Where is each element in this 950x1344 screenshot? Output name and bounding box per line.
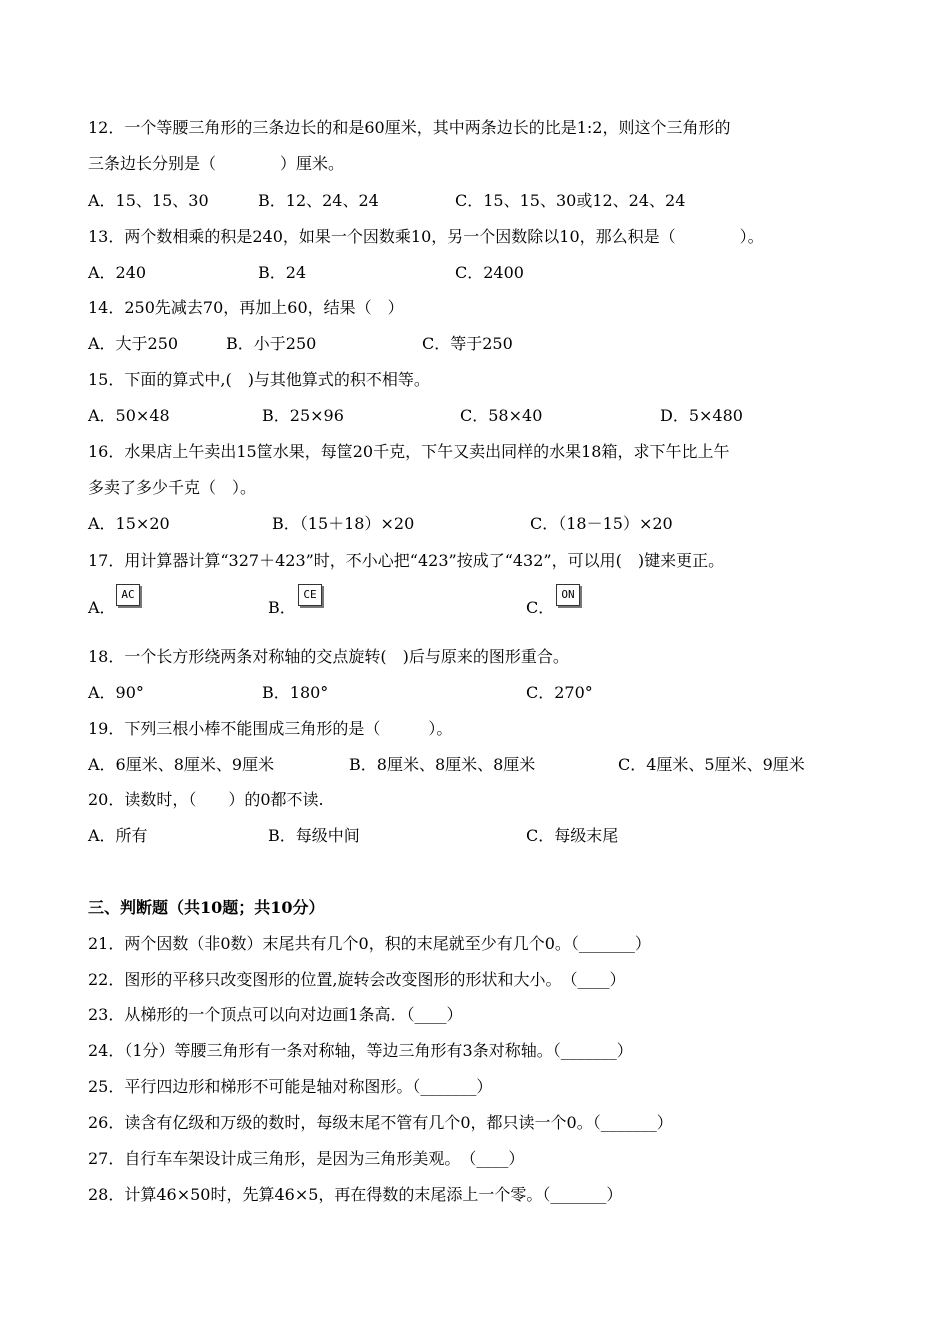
q16-option-a[interactable]: A．15×20: [88, 514, 170, 533]
judge-item: 22．图形的平移只改变图形的位置,旋转会改变图形的形状和大小。 （____）: [88, 970, 626, 989]
judge-item: 23．从梯形的一个顶点可以向对边画1条高．（____）: [88, 1005, 463, 1024]
q18-option-a[interactable]: A．90°: [88, 683, 144, 702]
q14-stem: 14．250先减去70，再加上60，结果（ ）: [88, 298, 404, 317]
q13-option-c[interactable]: C．2400: [455, 263, 524, 282]
q19-option-c[interactable]: C．4厘米、5厘米、9厘米: [618, 755, 805, 774]
calculator-ac-key-icon: AC: [116, 584, 140, 606]
q15-option-a[interactable]: A．50×48: [88, 406, 170, 425]
q19-option-a[interactable]: A．6厘米、8厘米、9厘米: [88, 755, 275, 774]
q15-option-c[interactable]: C．58×40: [460, 406, 543, 425]
q20-stem: 20．读数时，（ ）的0都不读.: [88, 790, 324, 809]
q19-option-b[interactable]: B．8厘米、8厘米、8厘米: [349, 755, 536, 774]
q12-option-a[interactable]: A．15、15、30: [88, 191, 209, 210]
judge-item: 26．读含有亿级和万级的数时，每级末尾不管有几个0，都只读一个0。（_______）: [88, 1113, 673, 1132]
q16-option-c[interactable]: C．（18－15）×20: [530, 514, 673, 533]
q18-option-b[interactable]: B．180°: [262, 683, 329, 702]
q17-option-b[interactable]: B．: [268, 598, 296, 617]
q14-option-b[interactable]: B．小于250: [226, 334, 317, 353]
q15-option-b[interactable]: B．25×96: [262, 406, 344, 425]
q20-option-b[interactable]: B．每级中间: [268, 826, 360, 845]
q17-option-a[interactable]: A．: [88, 598, 116, 617]
q16-option-b[interactable]: B．（15＋18）×20: [272, 514, 415, 533]
q18-option-c[interactable]: C．270°: [526, 683, 593, 702]
q13-option-b[interactable]: B．24: [258, 263, 307, 282]
judge-item: 21．两个因数（非0数）末尾共有几个0，积的末尾就至少有几个0。（_______）: [88, 934, 651, 953]
q12-stem-line2: 三条边长分别是（ ）厘米。: [88, 154, 345, 173]
q15-option-d[interactable]: D．5×480: [660, 406, 743, 425]
judge-item: 27．自行车车架设计成三角形，是因为三角形美观。 （____）: [88, 1149, 525, 1168]
judge-item: 24．（1分）等腰三角形有一条对称轴，等边三角形有3条对称轴。（_______）: [88, 1041, 633, 1060]
q16-stem-line1: 16．水果店上午卖出15筐水果，每筐20千克，下午又卖出同样的水果18箱，求下午比上午: [88, 442, 730, 461]
judge-item: 28．计算46×50时，先算46×5，再在得数的末尾添上一个零。（_______）: [88, 1185, 623, 1204]
q16-stem-line2: 多卖了多少千克（ ）。: [88, 478, 257, 497]
q18-stem: 18．一个长方形绕两条对称轴的交点旋转( )后与原来的图形重合。: [88, 647, 569, 666]
q15-stem: 15．下面的算式中,( )与其他算式的积不相等。: [88, 370, 430, 389]
q12-stem-line1: 12．一个等腰三角形的三条边长的和是60厘米，其中两条边长的比是1:2，则这个三角形的: [88, 118, 731, 137]
calculator-on-key-icon: ON: [556, 584, 580, 606]
q14-option-a[interactable]: A．大于250: [88, 334, 179, 353]
section-title: 三、判断题（共10题；共10分）: [88, 898, 325, 917]
q19-stem: 19．下列三根小棒不能围成三角形的是（ ）。: [88, 719, 453, 738]
q20-option-c[interactable]: C．每级末尾: [526, 826, 619, 845]
q12-option-c[interactable]: C．15、15、30或12、24、24: [455, 191, 686, 210]
q17-stem: 17．用计算器计算“327＋423”时，不小心把“423”按成了“432”，可以用( )键来更正。: [88, 551, 725, 570]
calculator-ce-key-icon: CE: [298, 584, 322, 606]
q17-option-c[interactable]: C．: [526, 598, 555, 617]
q13-stem: 13．两个数相乘的积是240，如果一个因数乘10，另一个因数除以10，那么积是（ ）。: [88, 227, 764, 246]
q12-option-b[interactable]: B．12、24、24: [258, 191, 379, 210]
judge-item: 25．平行四边形和梯形不可能是轴对称图形。（_______）: [88, 1077, 493, 1096]
q13-option-a[interactable]: A．240: [88, 263, 147, 282]
q20-option-a[interactable]: A．所有: [88, 826, 148, 845]
q14-option-c[interactable]: C．等于250: [422, 334, 513, 353]
